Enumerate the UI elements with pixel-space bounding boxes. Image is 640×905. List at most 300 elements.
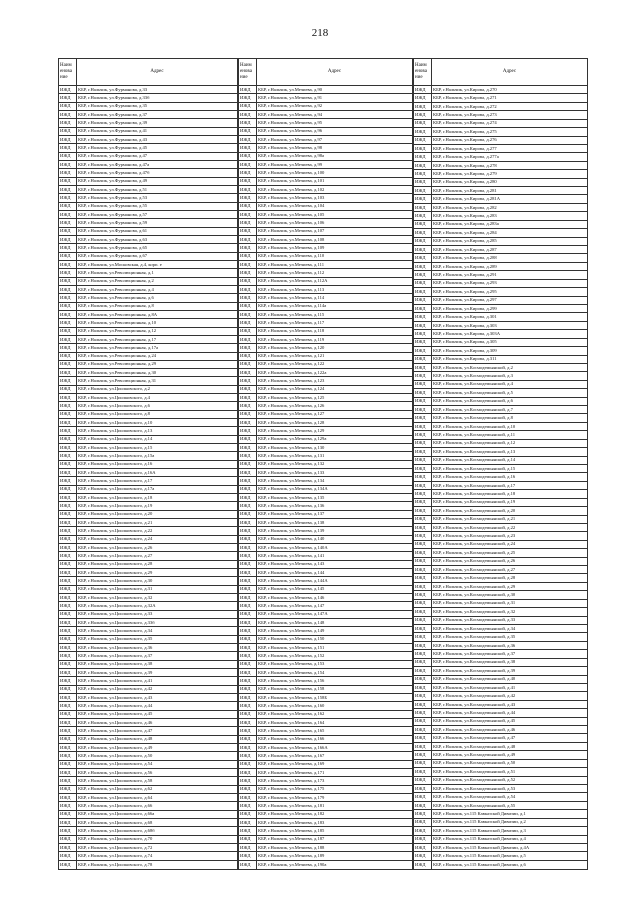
cell-type: ИЖД <box>59 793 77 801</box>
cell-address: КБР, г.Нальчик, ул.Мечиева, д.190а <box>257 860 413 869</box>
table-row <box>414 700 588 708</box>
table-row <box>59 377 238 385</box>
cell-type: ИЖД <box>59 469 77 477</box>
cell-address: КБР, г.Нальчик, ул.Фурманова, д.55 <box>77 202 238 210</box>
cell-type: ИЖД <box>239 110 257 118</box>
cell-type: ИЖД <box>414 389 432 397</box>
table-row <box>239 743 413 751</box>
cell-address: КБР, г.Нальчик, ул.Кирова, д.309 <box>432 347 588 355</box>
cell-address: КБР, г.Нальчик, ул.Революционная, д.30 <box>77 369 238 377</box>
cell-address: КБР, г.Нальчик, ул.Мечиева, д.107 <box>257 227 413 235</box>
table-row <box>414 271 588 279</box>
cell-address: КБР, г.Нальчик, ул.Космодемьянской, д.3 <box>432 372 588 380</box>
table-row <box>239 427 413 435</box>
cell-address: КБР, г.Нальчик, ул.Космодемьянской, д.41 <box>432 683 588 691</box>
cell-type: ИЖД <box>414 532 432 540</box>
table-row <box>59 718 238 726</box>
cell-type: ИЖД <box>59 152 77 160</box>
cell-type: ИЖД <box>414 246 432 254</box>
table-row <box>414 136 588 144</box>
table-row <box>239 252 413 260</box>
cell-type: ИЖД <box>414 203 432 211</box>
cell-type: ИЖД <box>59 86 77 94</box>
table-row <box>59 127 238 135</box>
cell-type: ИЖД <box>239 160 257 168</box>
cell-type: ИЖД <box>414 675 432 683</box>
cell-type: ИЖД <box>59 135 77 143</box>
cell-type: ИЖД <box>414 608 432 616</box>
cell-type: ИЖД <box>59 160 77 168</box>
cell-address: КБР, г.Нальчик, ул.Космодемьянской, д.32 <box>432 608 588 616</box>
cell-type: ИЖД <box>414 785 432 793</box>
cell-address: КБР, г.Нальчик, ул.Циолковского, д.27 <box>77 552 238 560</box>
cell-type: ИЖД <box>414 187 432 195</box>
table-row <box>239 702 413 710</box>
cell-type: ИЖД <box>59 277 77 285</box>
cell-type: ИЖД <box>59 235 77 243</box>
table-row <box>414 692 588 700</box>
cell-type: ИЖД <box>414 759 432 767</box>
cell-address: КБР, г.Нальчик, ул.Циолковского, д.6 <box>77 402 238 410</box>
cell-type: ИЖД <box>59 460 77 468</box>
cell-type: ИЖД <box>414 683 432 691</box>
cell-address: КБР, г.Нальчик, ул.Космодемьянской, д.15 <box>432 464 588 472</box>
cell-type: ИЖД <box>414 330 432 338</box>
table-row <box>239 710 413 718</box>
table-row <box>239 752 413 760</box>
table-row <box>59 369 238 377</box>
cell-type: ИЖД <box>414 574 432 582</box>
cell-type: ИЖД <box>59 743 77 751</box>
table-row <box>414 203 588 211</box>
cell-type: ИЖД <box>414 481 432 489</box>
cell-type: ИЖД <box>239 602 257 610</box>
table-row <box>239 94 413 102</box>
cell-address: КБР, г.Нальчик, ул.Космодемьянской, д.31 <box>432 599 588 607</box>
cell-type: ИЖД <box>239 793 257 801</box>
cell-address: КБР, г.Нальчик, ул.Мечиева, д.128 <box>257 419 413 427</box>
cell-type: ИЖД <box>239 119 257 127</box>
table-row <box>239 843 413 851</box>
cell-type: ИЖД <box>59 818 77 826</box>
table-row <box>239 585 413 593</box>
table-row <box>414 406 588 414</box>
cell-address: КБР, г.Нальчик, ул.Кирова, д.289 <box>432 262 588 270</box>
cell-address: КБР, г.Нальчик, ул.Мечиева, д.181 <box>257 802 413 810</box>
cell-address: КБР, г.Нальчик, ул.Циолковского, д.15 <box>77 444 238 452</box>
cell-type: ИЖД <box>239 427 257 435</box>
cell-address: КБР, г.Нальчик, ул.Мечиева, д.114а <box>257 302 413 310</box>
cell-address: КБР, г.Нальчик, ул.Фурманова, д.33б <box>77 94 238 102</box>
table-row <box>414 473 588 481</box>
cell-address: КБР, г.Нальчик, ул.Кирова, д.285 <box>432 237 588 245</box>
table-row <box>414 144 588 152</box>
cell-type: ИЖД <box>59 385 77 393</box>
cell-address: КБР, г.Нальчик, ул.Космодемьянской, д.51 <box>432 768 588 776</box>
table-row <box>59 419 238 427</box>
cell-address: КБР, г.Нальчик, ул.Циолковского, д.66 <box>77 802 238 810</box>
cell-address: КБР, г.Нальчик, ул.Мечиева, д.182 <box>257 810 413 818</box>
cell-type: ИЖД <box>59 835 77 843</box>
table-row <box>414 734 588 742</box>
cell-address: КБР, г.Нальчик, ул.Кирова, д.270 <box>432 86 588 94</box>
cell-address: КБР, г.Нальчик, ул.Мечиева, д.166 <box>257 735 413 743</box>
table-row <box>239 110 413 118</box>
table-row <box>59 427 238 435</box>
table-row <box>239 410 413 418</box>
cell-address: КБР, г.Нальчик, ул.Революционная, д.31 <box>77 377 238 385</box>
table-row <box>414 641 588 649</box>
table-row <box>414 102 588 110</box>
table-row <box>59 335 238 343</box>
table-row <box>239 169 413 177</box>
table-row <box>59 752 238 760</box>
cell-type: ИЖД <box>414 599 432 607</box>
cell-address: КБР, г.Нальчик, ул.Космодемьянской, д.4 <box>432 380 588 388</box>
cell-address: КБР, г.Нальчик, ул.Космодемьянской, д.6 <box>432 397 588 405</box>
cell-type: ИЖД <box>239 194 257 202</box>
cell-type: ИЖД <box>414 566 432 574</box>
cell-address: КБР, г.Нальчик, ул.Мечиева, д.134 <box>257 477 413 485</box>
cell-type: ИЖД <box>239 227 257 235</box>
table-row <box>59 344 238 352</box>
cell-address: КБР, г.Нальчик, ул.Циолковского, д.20 <box>77 510 238 518</box>
table-row <box>59 843 238 851</box>
table-header-row <box>239 59 413 86</box>
cell-address: КБР, г.Нальчик, ул.Мечиева, д.162 <box>257 710 413 718</box>
cell-address: КБР, г.Нальчик, ул.Фурманова, д.35 <box>77 102 238 110</box>
cell-address: КБР, г.Нальчик, ул.Мечиева, д.158Б <box>257 693 413 701</box>
table-row <box>239 602 413 610</box>
cell-address: КБР, г.Нальчик, ул.Мечиева, д.130 <box>257 444 413 452</box>
table-row <box>239 494 413 502</box>
table-row <box>414 363 588 371</box>
cell-type: ИЖД <box>239 202 257 210</box>
cell-type: ИЖД <box>414 667 432 675</box>
cell-type: ИЖД <box>414 220 432 228</box>
table-row <box>59 860 238 869</box>
table-row <box>414 456 588 464</box>
cell-address: КБР, г.Нальчик, ул.Космодемьянской, д.34 <box>432 625 588 633</box>
cell-address: КБР, г.Нальчик, ул.Мечиева, д.127 <box>257 410 413 418</box>
table-row <box>59 793 238 801</box>
table-row <box>239 277 413 285</box>
table-row <box>239 210 413 218</box>
cell-type: ИЖД <box>59 594 77 602</box>
table-row <box>59 177 238 185</box>
cell-type: ИЖД <box>59 402 77 410</box>
cell-address: КБР, г.Нальчик, ул.Космодемьянской, д.21 <box>432 515 588 523</box>
cell-type: ИЖД <box>59 827 77 835</box>
cell-type: ИЖД <box>239 302 257 310</box>
table-row <box>59 285 238 293</box>
cell-address: КБР, г.Нальчик, ул.Космодемьянской, д.52 <box>432 776 588 784</box>
cell-address: КБР, г.Нальчик, ул.Циолковского, д.35 <box>77 635 238 643</box>
table-row <box>414 338 588 346</box>
table-row <box>414 793 588 801</box>
cell-type: ИЖД <box>59 652 77 660</box>
cell-address: КБР, г.Нальчик, ул.Мечиева, д.90 <box>257 86 413 94</box>
cell-type: ИЖД <box>239 552 257 560</box>
table-row <box>59 327 238 335</box>
table-row <box>59 444 238 452</box>
table-row <box>59 119 238 127</box>
table-row <box>59 852 238 860</box>
cell-type: ИЖД <box>59 419 77 427</box>
cell-address: КБР, г.Нальчик, ул.Кирова, д.291 <box>432 271 588 279</box>
table-row <box>239 527 413 535</box>
cell-address: КБР, г.Нальчик, ул.Космодемьянской, д.12 <box>432 439 588 447</box>
table-row <box>239 160 413 168</box>
cell-type: ИЖД <box>59 210 77 218</box>
cell-address: КБР, г.Нальчик, ул.Циолковского, д.15а <box>77 452 238 460</box>
cell-address: КБР, г.Нальчик, ул.Мечиева, д.147 <box>257 602 413 610</box>
cell-type: ИЖД <box>59 102 77 110</box>
table-row <box>59 269 238 277</box>
table-row <box>239 269 413 277</box>
cell-address: КБР, г.Нальчик, ул.Космодемьянской, д.22 <box>432 523 588 531</box>
cell-type: ИЖД <box>239 377 257 385</box>
cell-type: ИЖД <box>239 344 257 352</box>
cell-address: КБР, г.Нальчик, ул.Фурманова, д.37 <box>77 110 238 118</box>
cell-address: КБР, г.Нальчик, ул.Мечиева, д.140 <box>257 535 413 543</box>
cell-address: КБР, г.Нальчик, ул.115 Кавказской Дивизии, д.5 <box>432 852 588 860</box>
cell-type: ИЖД <box>239 643 257 651</box>
cell-type: ИЖД <box>414 726 432 734</box>
cell-type: ИЖД <box>59 494 77 502</box>
cell-address: КБР, г.Нальчик, ул.Циолковского, д.22 <box>77 527 238 535</box>
table-row <box>59 494 238 502</box>
table-row <box>414 229 588 237</box>
cell-type: ИЖД <box>414 818 432 826</box>
table-row <box>59 544 238 552</box>
cell-type: ИЖД <box>239 752 257 760</box>
cell-address: КБР, г.Нальчик, ул.Мечиева, д.104 <box>257 202 413 210</box>
table-row <box>414 254 588 262</box>
cell-type: ИЖД <box>59 119 77 127</box>
cell-address: КБР, г.Нальчик, ул.Мечиева, д.136 <box>257 502 413 510</box>
table-row <box>414 801 588 809</box>
cell-type: ИЖД <box>59 685 77 693</box>
cell-type: ИЖД <box>59 302 77 310</box>
cell-address: КБР, г.Нальчик, ул.Циолковского, д.70 <box>77 835 238 843</box>
cell-type: ИЖД <box>239 510 257 518</box>
cell-address: КБР, г.Нальчик, ул.Циолковского, д.68б <box>77 827 238 835</box>
cell-address: КБР, г.Нальчик, ул.Кирова, д.282 <box>432 203 588 211</box>
table-row <box>414 785 588 793</box>
cell-type: ИЖД <box>59 535 77 543</box>
cell-type: ИЖД <box>239 777 257 785</box>
table-row <box>414 347 588 355</box>
table-row <box>414 119 588 127</box>
cell-address: КБР, г.Нальчик, ул.Мечиева, д.153 <box>257 660 413 668</box>
cell-address: КБР, г.Нальчик, ул.Революционная, д.4 <box>77 285 238 293</box>
cell-address: КБР, г.Нальчик, ул.Циолковского, д.29 <box>77 569 238 577</box>
cell-type: ИЖД <box>414 262 432 270</box>
cell-type: ИЖД <box>239 352 257 360</box>
cell-address: КБР, г.Нальчик, ул.Мечиева, д.138 <box>257 519 413 527</box>
table-row <box>414 178 588 186</box>
header-address: Адрес <box>77 59 238 86</box>
cell-type: ИЖД <box>59 202 77 210</box>
table-row <box>239 385 413 393</box>
cell-type: ИЖД <box>59 627 77 635</box>
cell-type: ИЖД <box>59 294 77 302</box>
cell-type: ИЖД <box>414 768 432 776</box>
cell-type: ИЖД <box>239 702 257 710</box>
cell-address: КБР, г.Нальчик, ул.Кирова, д.275 <box>432 128 588 136</box>
cell-address: КБР, г.Нальчик, ул.Космодемьянской, д.23 <box>432 532 588 540</box>
cell-type: ИЖД <box>414 709 432 717</box>
table-row <box>239 643 413 651</box>
table-row <box>59 693 238 701</box>
cell-address: КБР, г.Нальчик, ул.Космодемьянской, д.26 <box>432 557 588 565</box>
cell-address: КБР, г.Нальчик, ул.Циолковского, д.21 <box>77 519 238 527</box>
cell-address: КБР, г.Нальчик, ул.Космодемьянской, д.37 <box>432 650 588 658</box>
cell-address: КБР, г.Нальчик, ул.Мечиева, д.129 <box>257 427 413 435</box>
table-row <box>239 444 413 452</box>
cell-type: ИЖД <box>59 227 77 235</box>
cell-address: КБР, г.Нальчик, ул.Кирова, д.297 <box>432 296 588 304</box>
cell-address: КБР, г.Нальчик, ул.Кирова, д.311 <box>432 355 588 363</box>
cell-type: ИЖД <box>414 700 432 708</box>
cell-address: КБР, г.Нальчик, ул.Циолковского, д.48 <box>77 735 238 743</box>
cell-address: КБР, г.Нальчик, ул.Мечиева, д.156 <box>257 677 413 685</box>
cell-type: ИЖД <box>414 279 432 287</box>
table-row <box>239 519 413 527</box>
cell-type: ИЖД <box>239 843 257 851</box>
table-row <box>414 355 588 363</box>
cell-address: КБР, г.Нальчик, ул.Космодемьянской, д.36 <box>432 641 588 649</box>
cell-address: КБР, г.Нальчик, ул.Кирова, д.280 <box>432 178 588 186</box>
cell-address: КБР, г.Нальчик, ул.Кирова, д.295 <box>432 288 588 296</box>
table-row <box>59 160 238 168</box>
header-address: Адрес <box>257 59 413 86</box>
table-row <box>414 220 588 228</box>
table-row <box>414 481 588 489</box>
table-row <box>414 161 588 169</box>
cell-address: КБР, г.Нальчик, ул.Кирова, д.272 <box>432 102 588 110</box>
cell-address: КБР, г.Нальчик, ул.Мечиева, д.154 <box>257 668 413 676</box>
table-row <box>59 394 238 402</box>
header-name: Наим енова ние <box>59 59 77 86</box>
cell-address: КБР, г.Нальчик, ул.Мечиева, д.123 <box>257 377 413 385</box>
cell-type: ИЖД <box>239 635 257 643</box>
cell-type: ИЖД <box>414 692 432 700</box>
table-row <box>59 152 238 160</box>
cell-address: КБР, г.Нальчик, ул.Мечиева, д.122а <box>257 369 413 377</box>
table-row <box>239 369 413 377</box>
cell-type: ИЖД <box>414 161 432 169</box>
cell-type: ИЖД <box>414 540 432 548</box>
table-row <box>59 435 238 443</box>
cell-type: ИЖД <box>239 102 257 110</box>
cell-address: КБР, г.Нальчик, ул.Мечиева, д.111 <box>257 260 413 268</box>
cell-type: ИЖД <box>239 585 257 593</box>
cell-address: КБР, г.Нальчик, ул.Мечиева, д.179 <box>257 793 413 801</box>
cell-type: ИЖД <box>414 170 432 178</box>
table-row <box>239 818 413 826</box>
table-row <box>414 515 588 523</box>
cell-type: ИЖД <box>414 464 432 472</box>
cell-type: ИЖД <box>59 527 77 535</box>
cell-address: КБР, г.Нальчик, ул.Революционная, д.6 <box>77 294 238 302</box>
cell-type: ИЖД <box>414 658 432 666</box>
cell-type: ИЖД <box>239 718 257 726</box>
cell-type: ИЖД <box>239 660 257 668</box>
cell-address: КБР, г.Нальчик, ул.Фурманова, д.61 <box>77 227 238 235</box>
cell-address: КБР, г.Нальчик, ул.Космодемьянской, д.54 <box>432 793 588 801</box>
cell-type: ИЖД <box>414 363 432 371</box>
cell-type: ИЖД <box>59 693 77 701</box>
table-row <box>59 735 238 743</box>
cell-type: ИЖД <box>59 144 77 152</box>
table-row <box>239 177 413 185</box>
table-row <box>239 652 413 660</box>
table-row <box>239 127 413 135</box>
cell-type: ИЖД <box>414 507 432 515</box>
cell-address: КБР, г.Нальчик, ул.Космодемьянской, д.7 <box>432 406 588 414</box>
cell-type: ИЖД <box>59 727 77 735</box>
cell-type: ИЖД <box>414 229 432 237</box>
cell-type: ИЖД <box>59 219 77 227</box>
cell-type: ИЖД <box>239 735 257 743</box>
cell-type: ИЖД <box>239 727 257 735</box>
cell-address: КБР, г.Нальчик, ул.Кирова, д.283 <box>432 212 588 220</box>
cell-type: ИЖД <box>239 610 257 618</box>
cell-address: КБР, г.Нальчик, ул.Мечиева, д.117 <box>257 319 413 327</box>
cell-address: КБР, г.Нальчик, ул.Революционная, д.1 <box>77 269 238 277</box>
table-row <box>59 602 238 610</box>
cell-address: КБР, г.Нальчик, ул.Кирова, д.293 <box>432 279 588 287</box>
cell-type: ИЖД <box>414 153 432 161</box>
cell-type: ИЖД <box>239 519 257 527</box>
cell-address: КБР, г.Нальчик, ул.Циолковского, д.8 <box>77 410 238 418</box>
cell-type: ИЖД <box>239 244 257 252</box>
cell-type: ИЖД <box>239 710 257 718</box>
table-row <box>414 557 588 565</box>
cell-address: КБР, г.Нальчик, ул.Кирова, д.281А <box>432 195 588 203</box>
cell-address: КБР, г.Нальчик, ул.115 Кавказской Дивизии, д.4 <box>432 835 588 843</box>
cell-address: КБР, г.Нальчик, ул.Мечиева, д.122 <box>257 360 413 368</box>
cell-type: ИЖД <box>414 422 432 430</box>
table-row <box>239 835 413 843</box>
table-row <box>239 194 413 202</box>
cell-address: КБР, г.Нальчик, ул.Космодемьянской, д.20 <box>432 507 588 515</box>
cell-type: ИЖД <box>59 352 77 360</box>
cell-address: КБР, г.Нальчик, ул.Фурманова, д.47 <box>77 152 238 160</box>
cell-address: КБР, г.Нальчик, ул.Мечиева, д.147А <box>257 610 413 618</box>
cell-type: ИЖД <box>59 585 77 593</box>
table-row <box>239 144 413 152</box>
cell-address: КБР, г.Нальчик, ул.Мечиева, д.187 <box>257 835 413 843</box>
cell-type: ИЖД <box>239 219 257 227</box>
cell-address: КБР, г.Нальчик, ул.Мечиева, д.189 <box>257 852 413 860</box>
cell-address: КБР, г.Нальчик, ул.Циолковского, д.37 <box>77 652 238 660</box>
cell-address: КБР, г.Нальчик, ул.Мечиева, д.173 <box>257 777 413 785</box>
cell-address: КБР, г.Нальчик, ул.Мечиева, д.167 <box>257 752 413 760</box>
cell-address: КБР, г.Нальчик, ул.Циолковского, д.33б <box>77 619 238 627</box>
table-row <box>239 485 413 493</box>
cell-address: КБР, г.Нальчик, ул.Мечиева, д.160 <box>257 702 413 710</box>
cell-address: КБР, г.Нальчик, ул.Революционная, д.2 <box>77 277 238 285</box>
cell-address: КБР, г.Нальчик, ул.Фурманова, д.49 <box>77 177 238 185</box>
table-row <box>59 685 238 693</box>
cell-type: ИЖД <box>239 435 257 443</box>
table-row <box>239 302 413 310</box>
cell-type: ИЖД <box>414 448 432 456</box>
table-row <box>414 860 588 869</box>
